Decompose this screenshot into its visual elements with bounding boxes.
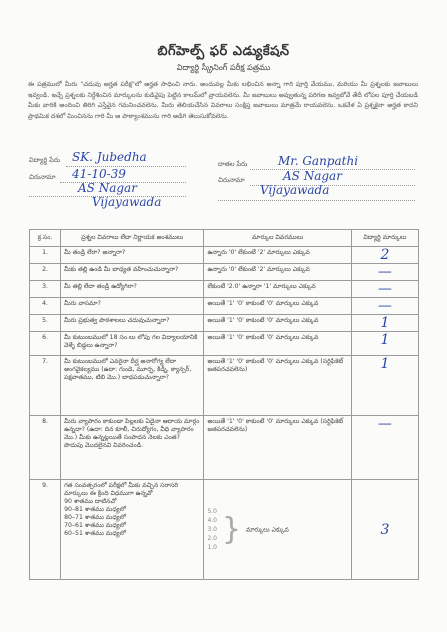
donor-address-area: AS Nagar	[283, 169, 342, 183]
student-name-label: విద్యార్థి పేరు	[29, 156, 61, 164]
student-name-value: SK. Jubedha	[72, 150, 147, 164]
score-value: 1	[380, 332, 390, 348]
donor-name-label: దాతల పేరు	[218, 160, 248, 168]
row-criteria	[204, 480, 351, 580]
row-serial: 8.	[30, 416, 61, 480]
sub-mark: 5.0	[207, 508, 217, 515]
row-question: మీరు ప్రభుత్వ పాఠశాలలు చదువుచున్నారా?	[61, 315, 204, 332]
student-address-city: Vijayawada	[92, 195, 162, 209]
donor-address-line-2	[218, 200, 415, 201]
table-row	[30, 416, 419, 480]
row-criteria: అయితే '1' '0' కాకుంటే '0' మార్కులు ఎక్కువ (సర్టిఫికెట్ జతపరచవలెను)	[204, 416, 351, 480]
sub-option: 90–81 శాతము మధ్యలో	[64, 506, 126, 513]
criteria-text: మార్కులు ఎక్కువ	[246, 526, 289, 534]
row-score[interactable]	[351, 356, 418, 416]
form-subtitle: విద్యార్థి స్క్రీనింగ్ పరీక్ష పత్రము	[176, 63, 271, 72]
row-criteria: ఉన్నారు '0' లేకుంటే '2' మార్కులు ఎక్కువ	[204, 264, 351, 281]
donor-address-label: చిరునామా	[218, 176, 245, 184]
score-value: —	[377, 416, 392, 432]
row-score[interactable]	[351, 298, 418, 315]
row-score[interactable]	[351, 332, 418, 356]
brace-glyph: }	[221, 512, 242, 547]
form-title: బిగ్‌హెల్ప్ ఫర్ ఎడ్యుకేషన్	[157, 44, 290, 59]
score-value: —	[377, 298, 392, 314]
score-value: 1	[380, 315, 390, 331]
score-value: —	[377, 264, 392, 280]
student-address-area: AS Nagar	[78, 181, 137, 195]
table-row	[30, 264, 419, 281]
sub-marks-list	[207, 507, 217, 552]
screening-table	[29, 229, 419, 580]
donor-address-city: Vijayawada	[260, 183, 330, 197]
header-question: ప్రశ్నల వివరాలు లేదా నిర్ణాయక అంశములు	[61, 230, 204, 247]
row-question: మీ తల్లి లేదా తండ్రి ఉద్యోగిరా?	[61, 281, 204, 298]
sub-option: 70–61 శాతము మధ్యలో	[64, 522, 126, 529]
table-row	[30, 281, 419, 298]
header-serial: క్ర.సం.	[30, 230, 61, 247]
student-address-label: చిరునామా	[29, 173, 56, 181]
row-question: మీ తండ్రి లేరా? అన్నారా?	[61, 247, 204, 264]
row-criteria: లేకుంటే '2.0' ఉన్నారా '1' మార్కులు ఎక్కువ	[204, 281, 351, 298]
row-serial: 7.	[30, 356, 61, 416]
row-criteria: అయితే '1' '0' కాకుంటే '0' మార్కులు ఎక్కువ	[204, 332, 351, 356]
row-question: మీరు వాసమా?	[61, 298, 204, 315]
row-serial: 4.	[30, 298, 61, 315]
header-student-marks: విద్యార్థి మార్కులు	[351, 230, 418, 247]
sub-mark: 4.0	[207, 517, 217, 524]
row-question: మీకు తల్లి ఉండి మీ బాధ్యత వహించుచున్నారా?	[61, 264, 204, 281]
header-criteria: మార్కుల వివరములు	[204, 230, 351, 247]
score-value: 2	[380, 247, 390, 263]
row-criteria: అయితే '1' '0' కాకుంటే '0' మార్కులు ఎక్కువ	[204, 315, 351, 332]
table-row	[30, 356, 419, 416]
row-question: మీ కుటుంబములో 18 సం.లు లోపు గల విద్యాలయానికి వెళ్ళే బిడ్డలు ఉన్నారా?	[61, 332, 204, 356]
intro-paragraph: ఈ పత్రములో మీరు "చదువు అర్హత పరీక్ష"లో అర్హత సాధించి నారు. అందువల్ల మీకు లభించిన అన్నా గారి పూర్తి వేయము, మరియు మీ ప్రశ్నలకు జవాబులు ఇవ్వండి. ఇచ్చే ప్రశ్నలకు నిర్దేశించిన మార్కులను కుడివైపు పెట్టిన కాలమ్‌లో వ్రాయవలెను. మీ జవాబులు అవ్వుతున్న పరిగణ ఇవ్వబోవే తేదీ లోపల పూర్తి చేయబడి మీకు వారికి అందించి తిరిగి ఎస్తేవైన గమనించవలెను. మీరు తెలియచేసిన వివరాలు సంక్షిప్త జవాబులు మాత్రమే రాయవలెను. ఒకవేళ ఏ ప్రశ్నకైనా అర్హత కాదని ప్రాథమిక దశలో మించినను గారి మీ ఆ పాఠ్యాంశమును గారి అడిగి తెలుసుకోవలెను.	[28, 81, 418, 120]
row-score[interactable]	[351, 247, 418, 264]
score-value: 1	[380, 356, 390, 372]
row-question	[61, 480, 204, 580]
row-serial: 1.	[30, 247, 61, 264]
row-score[interactable]	[351, 315, 418, 332]
row-question: మీరు వ్యాపారం కాకుండా పిల్లలకు ఏదైనా ఆదాయ మార్గం ఉన్నదా? (ఉదా: దిన కూలీ, చిరుద్యోగం, వీధి వ్యాపారం మొ.) మీకు ఉన్నట్లయితే సంపాదన నెలకు ఎంత? పొదుపు మొదలైనవి వివరించండి.	[61, 416, 204, 480]
row-score[interactable]	[351, 281, 418, 298]
row-serial: 5.	[30, 315, 61, 332]
donor-name-value: Mr. Ganpathi	[278, 154, 359, 168]
student-address-number: 41-10-39	[72, 167, 126, 181]
table-row	[30, 480, 419, 580]
sub-option: 90 శాతము దాటినచో	[64, 498, 117, 505]
score-value: 3	[380, 521, 390, 538]
table-row	[30, 332, 419, 356]
sub-option: 80–71 శాతము మధ్యలో	[64, 514, 126, 521]
question-text: గత సంవత్సరంలో పరీక్షలో మీకు వచ్చిన సరాసరి మార్కులు ఈ క్రింది విధముగా ఉన్నవో	[64, 482, 179, 497]
row-score[interactable]	[351, 480, 418, 580]
row-question: మీ కుటుంబములో ఎవరైనా దీర్ఘ అనారోగ్య లేదా అంగవైకల్యము (ఉదా: గుండె, మూర్ఛ, కిడ్నీ, క్యాన్సర్, పక్షవాతము, టిబి మొ.) బాధపడుచున్నారా?	[61, 356, 204, 416]
table-row	[30, 247, 419, 264]
row-score[interactable]	[351, 264, 418, 281]
table-row	[30, 315, 419, 332]
row-serial: 3.	[30, 281, 61, 298]
score-value: —	[377, 281, 392, 297]
row-criteria: అయితే '1' '0' కాకుంటే '0' మార్కులు ఎక్కువ (సర్టిఫికెట్ జతపరచవలెను)	[204, 356, 351, 416]
row-score[interactable]	[351, 416, 418, 480]
table-header-row	[30, 230, 419, 247]
sub-mark: 2.0	[207, 535, 217, 542]
row-serial: 9.	[30, 480, 61, 580]
sub-option: 60–51 శాతము మధ్యలో	[64, 530, 126, 537]
row-criteria: అయితే '1' '0' కాకుంటే '0' మార్కులు ఎక్కువ	[204, 298, 351, 315]
sub-mark: 1.0	[207, 544, 217, 551]
table-row	[30, 298, 419, 315]
row-serial: 6.	[30, 332, 61, 356]
sub-mark: 3.0	[207, 526, 217, 533]
row-serial: 2.	[30, 264, 61, 281]
row-criteria: ఉన్నారు '0' లేకుంటే '2' మార్కులు ఎక్కువ	[204, 247, 351, 264]
